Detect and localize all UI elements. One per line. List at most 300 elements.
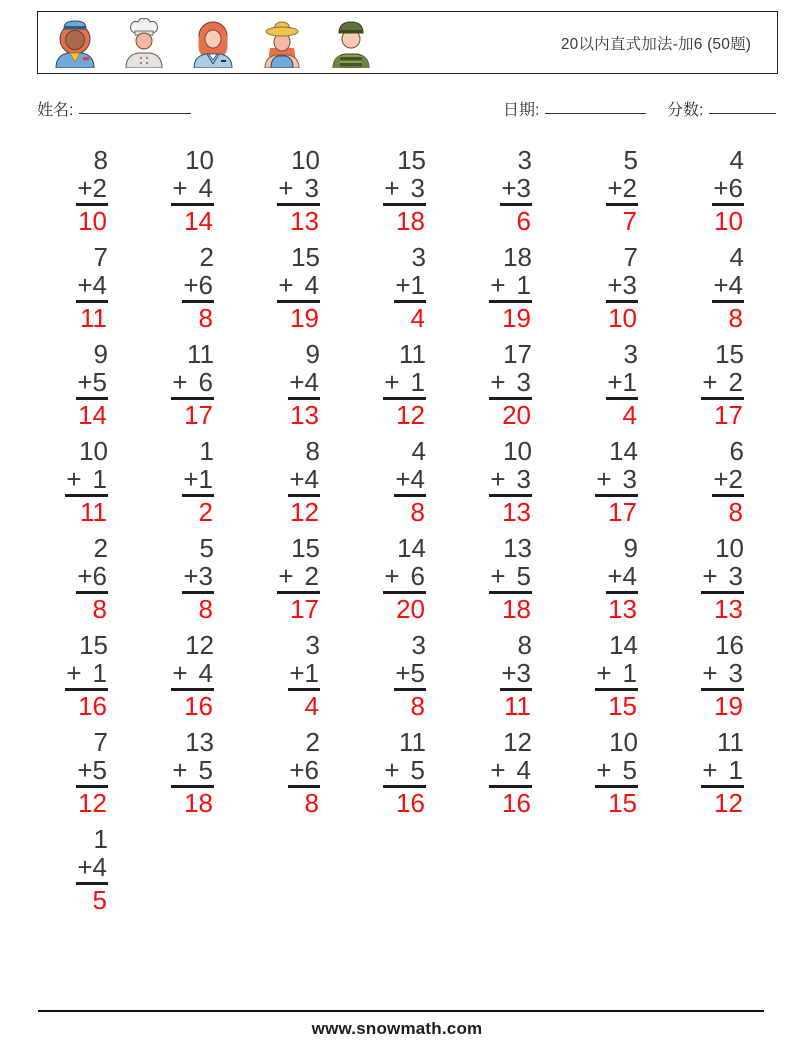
problem-addend: 5 — [410, 658, 425, 688]
problem-top-operand: 11 — [399, 727, 426, 757]
plus-operator: + — [596, 658, 612, 688]
problem-top-operand: 2 — [305, 727, 320, 757]
problem-addend: 4 — [92, 852, 107, 882]
problem-top-operand: 3 — [411, 630, 426, 660]
problem-addend: 6 — [198, 270, 213, 300]
problem-top-operand: 15 — [397, 145, 426, 175]
problem-answer: 17 — [714, 400, 743, 430]
problem-addend: 5 — [92, 367, 107, 397]
plus-operator: + — [278, 270, 294, 300]
problem-answer: 19 — [502, 303, 531, 333]
problem-addend: 2 — [304, 561, 319, 591]
problem-answer: 8 — [728, 303, 743, 333]
problem-addend-row — [489, 368, 532, 400]
problem-addend: 1 — [92, 464, 107, 494]
problem-1 — [76, 146, 108, 235]
problem-addend-row — [76, 271, 108, 303]
problem-addend-row — [500, 659, 532, 691]
problem-top-operand: 16 — [715, 630, 744, 660]
plus-operator: + — [490, 755, 506, 785]
problem-top-operand: 8 — [517, 630, 532, 660]
problem-addend-row — [76, 368, 108, 400]
problem-top-operand: 9 — [305, 339, 320, 369]
problem-addend-row — [76, 756, 108, 788]
problem-top-operand: 14 — [609, 630, 638, 660]
problem-addend: 1 — [622, 367, 637, 397]
problem-44 — [171, 728, 214, 817]
problem-answer: 17 — [608, 497, 637, 527]
problem-answer: 14 — [184, 206, 213, 236]
problem-addend-row — [383, 756, 426, 788]
problem-addend-row — [606, 562, 638, 594]
plus-operator: + — [713, 270, 729, 300]
problem-top-operand: 10 — [79, 436, 108, 466]
problem-39 — [394, 631, 426, 720]
problem-top-operand: 10 — [291, 145, 320, 175]
problem-answer: 8 — [728, 497, 743, 527]
problem-6 — [606, 146, 638, 235]
problem-addend-row — [500, 174, 532, 206]
plus-operator: + — [172, 173, 188, 203]
plus-operator: + — [713, 464, 729, 494]
score-label: 分数: — [667, 102, 704, 119]
problem-answer: 19 — [290, 303, 319, 333]
problem-addend-row — [595, 659, 638, 691]
problem-11 — [394, 243, 426, 332]
problem-3 — [277, 146, 320, 235]
problem-addend: 5 — [410, 755, 425, 785]
problems-grid — [14, 146, 756, 914]
problem-addend: 2 — [92, 173, 107, 203]
plus-operator: + — [183, 561, 199, 591]
footer-site-text: www.snowmath.com — [311, 1019, 483, 1038]
problem-top-operand: 8 — [305, 436, 320, 466]
problem-addend: 5 — [92, 755, 107, 785]
plus-operator: + — [183, 270, 199, 300]
problem-addend-row — [595, 756, 638, 788]
problem-top-operand: 10 — [503, 436, 532, 466]
problem-19 — [489, 340, 532, 429]
problem-22 — [65, 437, 108, 526]
problem-addend-row — [489, 271, 532, 303]
problem-addend-row — [171, 368, 214, 400]
problem-35 — [701, 534, 744, 623]
problem-addend: 1 — [198, 464, 213, 494]
problem-top-operand: 15 — [79, 630, 108, 660]
problem-28 — [712, 437, 744, 526]
plus-operator: + — [607, 173, 623, 203]
problem-top-operand: 15 — [291, 242, 320, 272]
plus-operator: + — [702, 658, 718, 688]
stewardess-avatar-icon — [49, 18, 101, 68]
problem-45 — [288, 728, 320, 817]
problem-answer: 12 — [78, 788, 107, 818]
plus-operator: + — [77, 367, 93, 397]
plus-operator: + — [172, 367, 188, 397]
date-blank-line — [545, 95, 646, 114]
problem-addend-row — [288, 756, 320, 788]
problem-20 — [606, 340, 638, 429]
problem-addend-row — [171, 756, 214, 788]
problem-answer: 17 — [184, 400, 213, 430]
avatar-row — [38, 18, 377, 68]
problem-addend: 6 — [92, 561, 107, 591]
problem-top-operand: 2 — [199, 242, 214, 272]
problem-addend-row — [65, 465, 108, 497]
plus-operator: + — [596, 464, 612, 494]
worksheet-title: 20以内直式加法-加6 (50题) — [560, 35, 752, 53]
problem-addend-row — [182, 465, 214, 497]
problem-8 — [76, 243, 108, 332]
plus-operator: + — [77, 755, 93, 785]
problem-addend-row — [76, 174, 108, 206]
problem-answer: 13 — [290, 400, 319, 430]
problem-addend: 1 — [410, 270, 425, 300]
plus-operator: + — [384, 755, 400, 785]
problem-46 — [383, 728, 426, 817]
plus-operator: + — [395, 270, 411, 300]
problem-answer: 12 — [396, 400, 425, 430]
problem-top-operand: 11 — [399, 339, 426, 369]
problem-50 — [76, 825, 108, 914]
problem-top-operand: 18 — [503, 242, 532, 272]
problem-answer: 8 — [198, 303, 213, 333]
header — [37, 11, 778, 74]
problem-addend: 3 — [622, 270, 637, 300]
problem-answer: 11 — [80, 303, 107, 333]
problem-15 — [76, 340, 108, 429]
date-label: 日期: — [503, 102, 540, 119]
problem-top-operand: 5 — [623, 145, 638, 175]
problem-addend: 6 — [728, 173, 743, 203]
problem-12 — [489, 243, 532, 332]
problem-top-operand: 4 — [729, 242, 744, 272]
problem-addend-row — [712, 465, 744, 497]
plus-operator: + — [384, 561, 400, 591]
problem-addend: 4 — [198, 658, 213, 688]
problem-answer: 16 — [396, 788, 425, 818]
problem-13 — [606, 243, 638, 332]
problem-addend-row — [606, 174, 638, 206]
plus-operator: + — [289, 464, 305, 494]
problem-top-operand: 9 — [623, 533, 638, 563]
problem-top-operand: 1 — [93, 824, 108, 854]
problem-addend-row — [701, 756, 744, 788]
problem-addend-row — [288, 368, 320, 400]
plus-operator: + — [77, 173, 93, 203]
problem-addend: 5 — [622, 755, 637, 785]
problem-top-operand: 5 — [199, 533, 214, 563]
problem-addend-row — [712, 271, 744, 303]
problem-top-operand: 15 — [291, 533, 320, 563]
problem-addend: 4 — [198, 173, 213, 203]
problem-30 — [182, 534, 214, 623]
problem-addend-row — [288, 465, 320, 497]
problem-addend-row — [171, 174, 214, 206]
problem-addend: 4 — [622, 561, 637, 591]
problem-answer: 12 — [714, 788, 743, 818]
problem-32 — [383, 534, 426, 623]
problem-answer: 6 — [516, 206, 531, 236]
problem-addend: 6 — [198, 367, 213, 397]
problem-21 — [701, 340, 744, 429]
problem-14 — [712, 243, 744, 332]
problem-addend-row — [712, 174, 744, 206]
problem-answer: 8 — [410, 497, 425, 527]
problem-addend: 1 — [410, 367, 425, 397]
problem-23 — [182, 437, 214, 526]
problem-49 — [701, 728, 744, 817]
plus-operator: + — [607, 561, 623, 591]
problem-answer: 18 — [396, 206, 425, 236]
problem-top-operand: 6 — [729, 436, 744, 466]
problem-addend: 5 — [516, 561, 531, 591]
problem-10 — [277, 243, 320, 332]
problem-addend: 6 — [410, 561, 425, 591]
problem-addend-row — [383, 562, 426, 594]
problem-answer: 17 — [290, 594, 319, 624]
problem-top-operand: 3 — [517, 145, 532, 175]
problem-17 — [288, 340, 320, 429]
problem-37 — [171, 631, 214, 720]
problem-answer: 13 — [714, 594, 743, 624]
problem-top-operand: 1 — [199, 436, 214, 466]
problem-top-operand: 7 — [623, 242, 638, 272]
problem-addend: 3 — [198, 561, 213, 591]
problem-addend-row — [394, 659, 426, 691]
problem-addend-row — [182, 271, 214, 303]
problem-4 — [383, 146, 426, 235]
businesswoman-avatar-icon — [187, 18, 239, 68]
problem-addend: 1 — [92, 658, 107, 688]
problem-addend: 3 — [516, 658, 531, 688]
problem-5 — [500, 146, 532, 235]
problem-addend: 3 — [410, 173, 425, 203]
problem-addend-row — [606, 271, 638, 303]
plus-operator: + — [713, 173, 729, 203]
problem-answer: 13 — [290, 206, 319, 236]
problem-addend-row — [606, 368, 638, 400]
plus-operator: + — [501, 658, 517, 688]
problem-answer: 14 — [78, 400, 107, 430]
problem-answer: 4 — [622, 400, 637, 430]
problem-top-operand: 4 — [411, 436, 426, 466]
plus-operator: + — [607, 367, 623, 397]
problem-answer: 2 — [198, 497, 213, 527]
problem-top-operand: 3 — [623, 339, 638, 369]
problem-addend: 3 — [304, 173, 319, 203]
name-blank-line — [79, 95, 191, 114]
plus-operator: + — [395, 658, 411, 688]
problem-answer: 5 — [92, 885, 107, 915]
problem-2 — [171, 146, 214, 235]
problem-addend: 2 — [728, 367, 743, 397]
problem-41 — [595, 631, 638, 720]
problem-addend-row — [65, 659, 108, 691]
problem-addend: 6 — [304, 755, 319, 785]
plus-operator: + — [278, 561, 294, 591]
problem-addend: 2 — [728, 464, 743, 494]
problem-42 — [701, 631, 744, 720]
plus-operator: + — [702, 561, 718, 591]
problem-top-operand: 10 — [715, 533, 744, 563]
problem-answer: 12 — [290, 497, 319, 527]
problem-9 — [182, 243, 214, 332]
problem-addend-row — [277, 562, 320, 594]
plus-operator: + — [278, 173, 294, 203]
problem-top-operand: 14 — [397, 533, 426, 563]
problem-answer: 4 — [410, 303, 425, 333]
problem-addend: 4 — [92, 270, 107, 300]
plus-operator: + — [66, 464, 82, 494]
plus-operator: + — [77, 561, 93, 591]
problem-27 — [595, 437, 638, 526]
problem-top-operand: 13 — [185, 727, 214, 757]
problem-top-operand: 12 — [185, 630, 214, 660]
plus-operator: + — [66, 658, 82, 688]
problem-addend-row — [383, 174, 426, 206]
problem-addend-row — [76, 853, 108, 885]
chef-avatar-icon — [118, 18, 170, 68]
problem-addend-row — [394, 271, 426, 303]
problem-top-operand: 15 — [715, 339, 744, 369]
plus-operator: + — [702, 755, 718, 785]
plus-operator: + — [289, 367, 305, 397]
problem-addend: 1 — [622, 658, 637, 688]
problem-answer: 13 — [502, 497, 531, 527]
plus-operator: + — [77, 270, 93, 300]
problem-addend: 4 — [728, 270, 743, 300]
problem-addend: 4 — [410, 464, 425, 494]
problem-addend-row — [489, 465, 532, 497]
name-label: 姓名: — [37, 102, 74, 119]
problem-answer: 16 — [78, 691, 107, 721]
problem-answer: 7 — [622, 206, 637, 236]
problem-answer: 15 — [608, 691, 637, 721]
problem-addend: 1 — [516, 270, 531, 300]
problem-18 — [383, 340, 426, 429]
problem-top-operand: 13 — [503, 533, 532, 563]
problem-answer: 11 — [504, 691, 531, 721]
plus-operator: + — [490, 561, 506, 591]
plus-operator: + — [395, 464, 411, 494]
info-fields — [0, 97, 794, 121]
problem-addend-row — [76, 562, 108, 594]
problem-answer: 4 — [304, 691, 319, 721]
problem-addend-row — [182, 562, 214, 594]
problem-33 — [489, 534, 532, 623]
plus-operator: + — [490, 367, 506, 397]
problem-addend: 3 — [516, 464, 531, 494]
problem-29 — [76, 534, 108, 623]
plus-operator: + — [77, 852, 93, 882]
problem-36 — [65, 631, 108, 720]
plus-operator: + — [702, 367, 718, 397]
plus-operator: + — [384, 367, 400, 397]
problem-38 — [288, 631, 320, 720]
problem-top-operand: 2 — [93, 533, 108, 563]
problem-16 — [171, 340, 214, 429]
problem-top-operand: 11 — [717, 727, 744, 757]
problem-addend: 1 — [304, 658, 319, 688]
problem-top-operand: 11 — [187, 339, 214, 369]
problem-7 — [712, 146, 744, 235]
problem-answer: 20 — [502, 400, 531, 430]
problem-addend-row — [595, 465, 638, 497]
problem-answer: 13 — [608, 594, 637, 624]
plus-operator: + — [490, 464, 506, 494]
problem-top-operand: 7 — [93, 242, 108, 272]
problem-addend: 3 — [516, 367, 531, 397]
problem-answer: 18 — [184, 788, 213, 818]
problem-answer: 10 — [78, 206, 107, 236]
problem-addend-row — [171, 659, 214, 691]
problem-34 — [606, 534, 638, 623]
plus-operator: + — [183, 464, 199, 494]
problem-answer: 16 — [184, 691, 213, 721]
problem-48 — [595, 728, 638, 817]
problem-addend-row — [277, 174, 320, 206]
problem-addend: 3 — [622, 464, 637, 494]
problem-top-operand: 7 — [93, 727, 108, 757]
plus-operator: + — [289, 658, 305, 688]
problem-answer: 20 — [396, 594, 425, 624]
problem-top-operand: 14 — [609, 436, 638, 466]
problem-top-operand: 4 — [729, 145, 744, 175]
problem-answer: 10 — [608, 303, 637, 333]
problem-answer: 8 — [304, 788, 319, 818]
soldier-avatar-icon — [325, 18, 377, 68]
problem-25 — [394, 437, 426, 526]
problem-top-operand: 8 — [93, 145, 108, 175]
problem-top-operand: 3 — [305, 630, 320, 660]
problem-addend: 4 — [304, 367, 319, 397]
problem-top-operand: 9 — [93, 339, 108, 369]
sunhat-woman-avatar-icon — [256, 18, 308, 68]
problem-addend-row — [277, 271, 320, 303]
plus-operator: + — [501, 173, 517, 203]
problem-addend: 3 — [728, 658, 743, 688]
problem-addend: 2 — [622, 173, 637, 203]
problem-top-operand: 12 — [503, 727, 532, 757]
problem-answer: 10 — [714, 206, 743, 236]
plus-operator: + — [607, 270, 623, 300]
plus-operator: + — [490, 270, 506, 300]
problem-addend: 1 — [728, 755, 743, 785]
problem-answer: 11 — [80, 497, 107, 527]
problem-addend: 3 — [516, 173, 531, 203]
problem-addend-row — [701, 562, 744, 594]
problem-26 — [489, 437, 532, 526]
problem-top-operand: 17 — [503, 339, 532, 369]
problem-addend-row — [701, 368, 744, 400]
problem-47 — [489, 728, 532, 817]
problem-addend-row — [489, 562, 532, 594]
footer-divider — [38, 1010, 764, 1012]
score-blank-line — [709, 95, 776, 114]
problem-answer: 16 — [502, 788, 531, 818]
problem-addend-row — [701, 659, 744, 691]
problem-answer: 18 — [502, 594, 531, 624]
plus-operator: + — [172, 755, 188, 785]
problem-top-operand: 3 — [411, 242, 426, 272]
problem-addend: 5 — [198, 755, 213, 785]
problem-addend: 3 — [728, 561, 743, 591]
problem-answer: 8 — [410, 691, 425, 721]
problem-31 — [277, 534, 320, 623]
problem-addend: 4 — [516, 755, 531, 785]
problem-addend-row — [394, 465, 426, 497]
